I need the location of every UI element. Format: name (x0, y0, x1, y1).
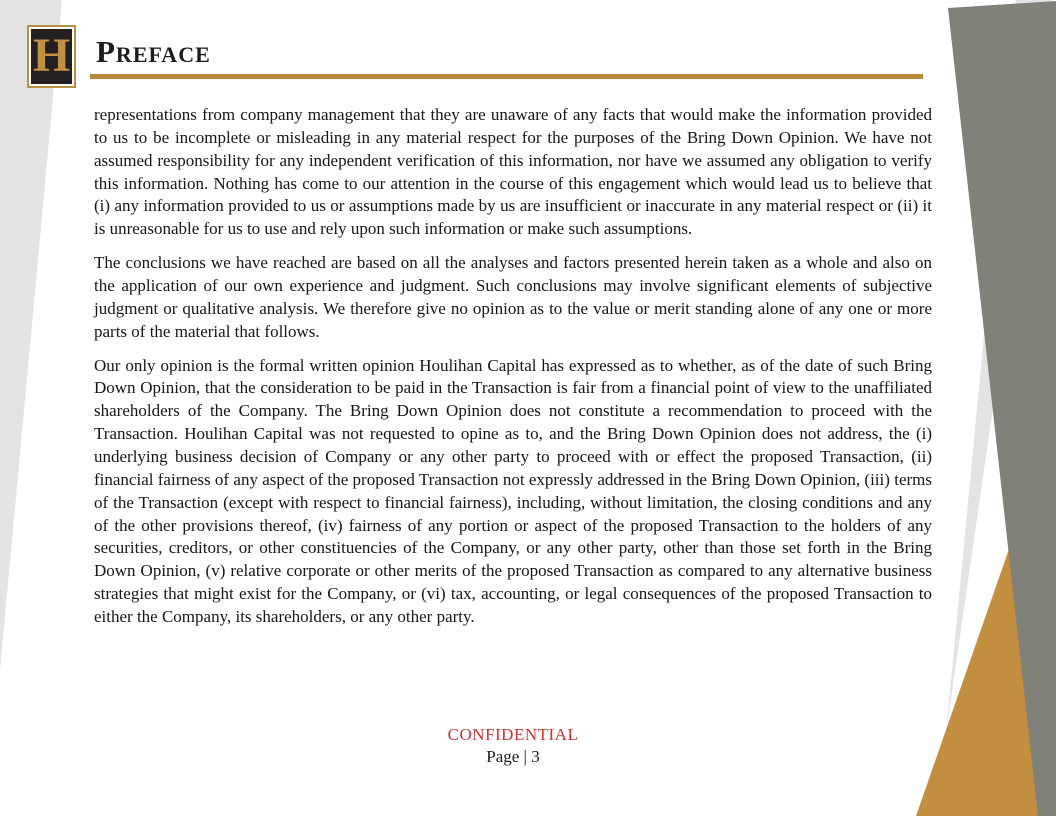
logo-letter-h: H (32, 28, 71, 82)
page-number: Page | 3 (486, 747, 540, 767)
paragraph-3: Our only opinion is the formal written opinion Houlihan Capital has expressed as to whether, as of the date of such Bring Down Opinion, that the consideration to be paid in the Transaction is fair from a financial point of view to the unaffiliated shareholders of the Company. The Bring Down Opinion does not constitute a recommendation to proceed with the Transaction. Houlihan Capital was not requested to opine as to, and the Bring Down Opinion does not address, the (i) underlying business decision of Company or any other party to proceed with or effect the proposed Transaction, (ii) financial fairness of any aspect of the proposed Transaction not expressly addressed in the Bring Down Opinion, (iii) terms of the Transaction (except with respect to financial fairness), including, without limitation, the closing conditions and any of the other provisions thereof, (iv) fairness of any portion or aspect of the proposed Transaction to the holders of any securities, creditors, or other constituencies of the Company, or any other party, other than those set forth in the Bring Down Opinion, (v) relative corporate or other merits of the proposed Transaction as compared to any alternative business strategies that might exist for the Company, or (vi) tax, accounting, or legal consequences of the proposed Transaction to either the Company, its shareholders, or any other party. (94, 355, 932, 627)
page-footer (94, 724, 932, 768)
left-gray-band (0, 0, 62, 670)
paragraph-2: The conclusions we have reached are based on all the analyses and factors presented herein taken as a whole and also on the application of our own experience and judgment. Such conclusions may involve significant elements of subjective judgment or qualitative analysis. We therefore give no opinion as to the value or merit standing alone of any one or more parts of the material that follows. (94, 253, 932, 341)
logo-square (31, 29, 72, 84)
page-title: Preface (96, 34, 211, 69)
confidential-label: CONFIDENTIAL (447, 725, 579, 744)
title-underline-rule (90, 74, 923, 79)
houlihan-capital-logo (27, 25, 76, 88)
paragraph-1: representations from company management that they are unaware of any facts that would make the information provided to us to be incomplete or misleading in any material respect for the purposes of the Bring Down Opinion. We have not assumed responsibility for any independent verification of this information, nor have we assumed any obligation to verify this information. Nothing has come to our attention in the course of this engagement which would lead us to believe that (i) any information provided to us or assumptions made by us are insufficient or inaccurate in any material respect or (ii) it is unreasonable for us to use and rely upon such information or make such assumptions. (94, 105, 932, 239)
body-text (94, 104, 932, 640)
